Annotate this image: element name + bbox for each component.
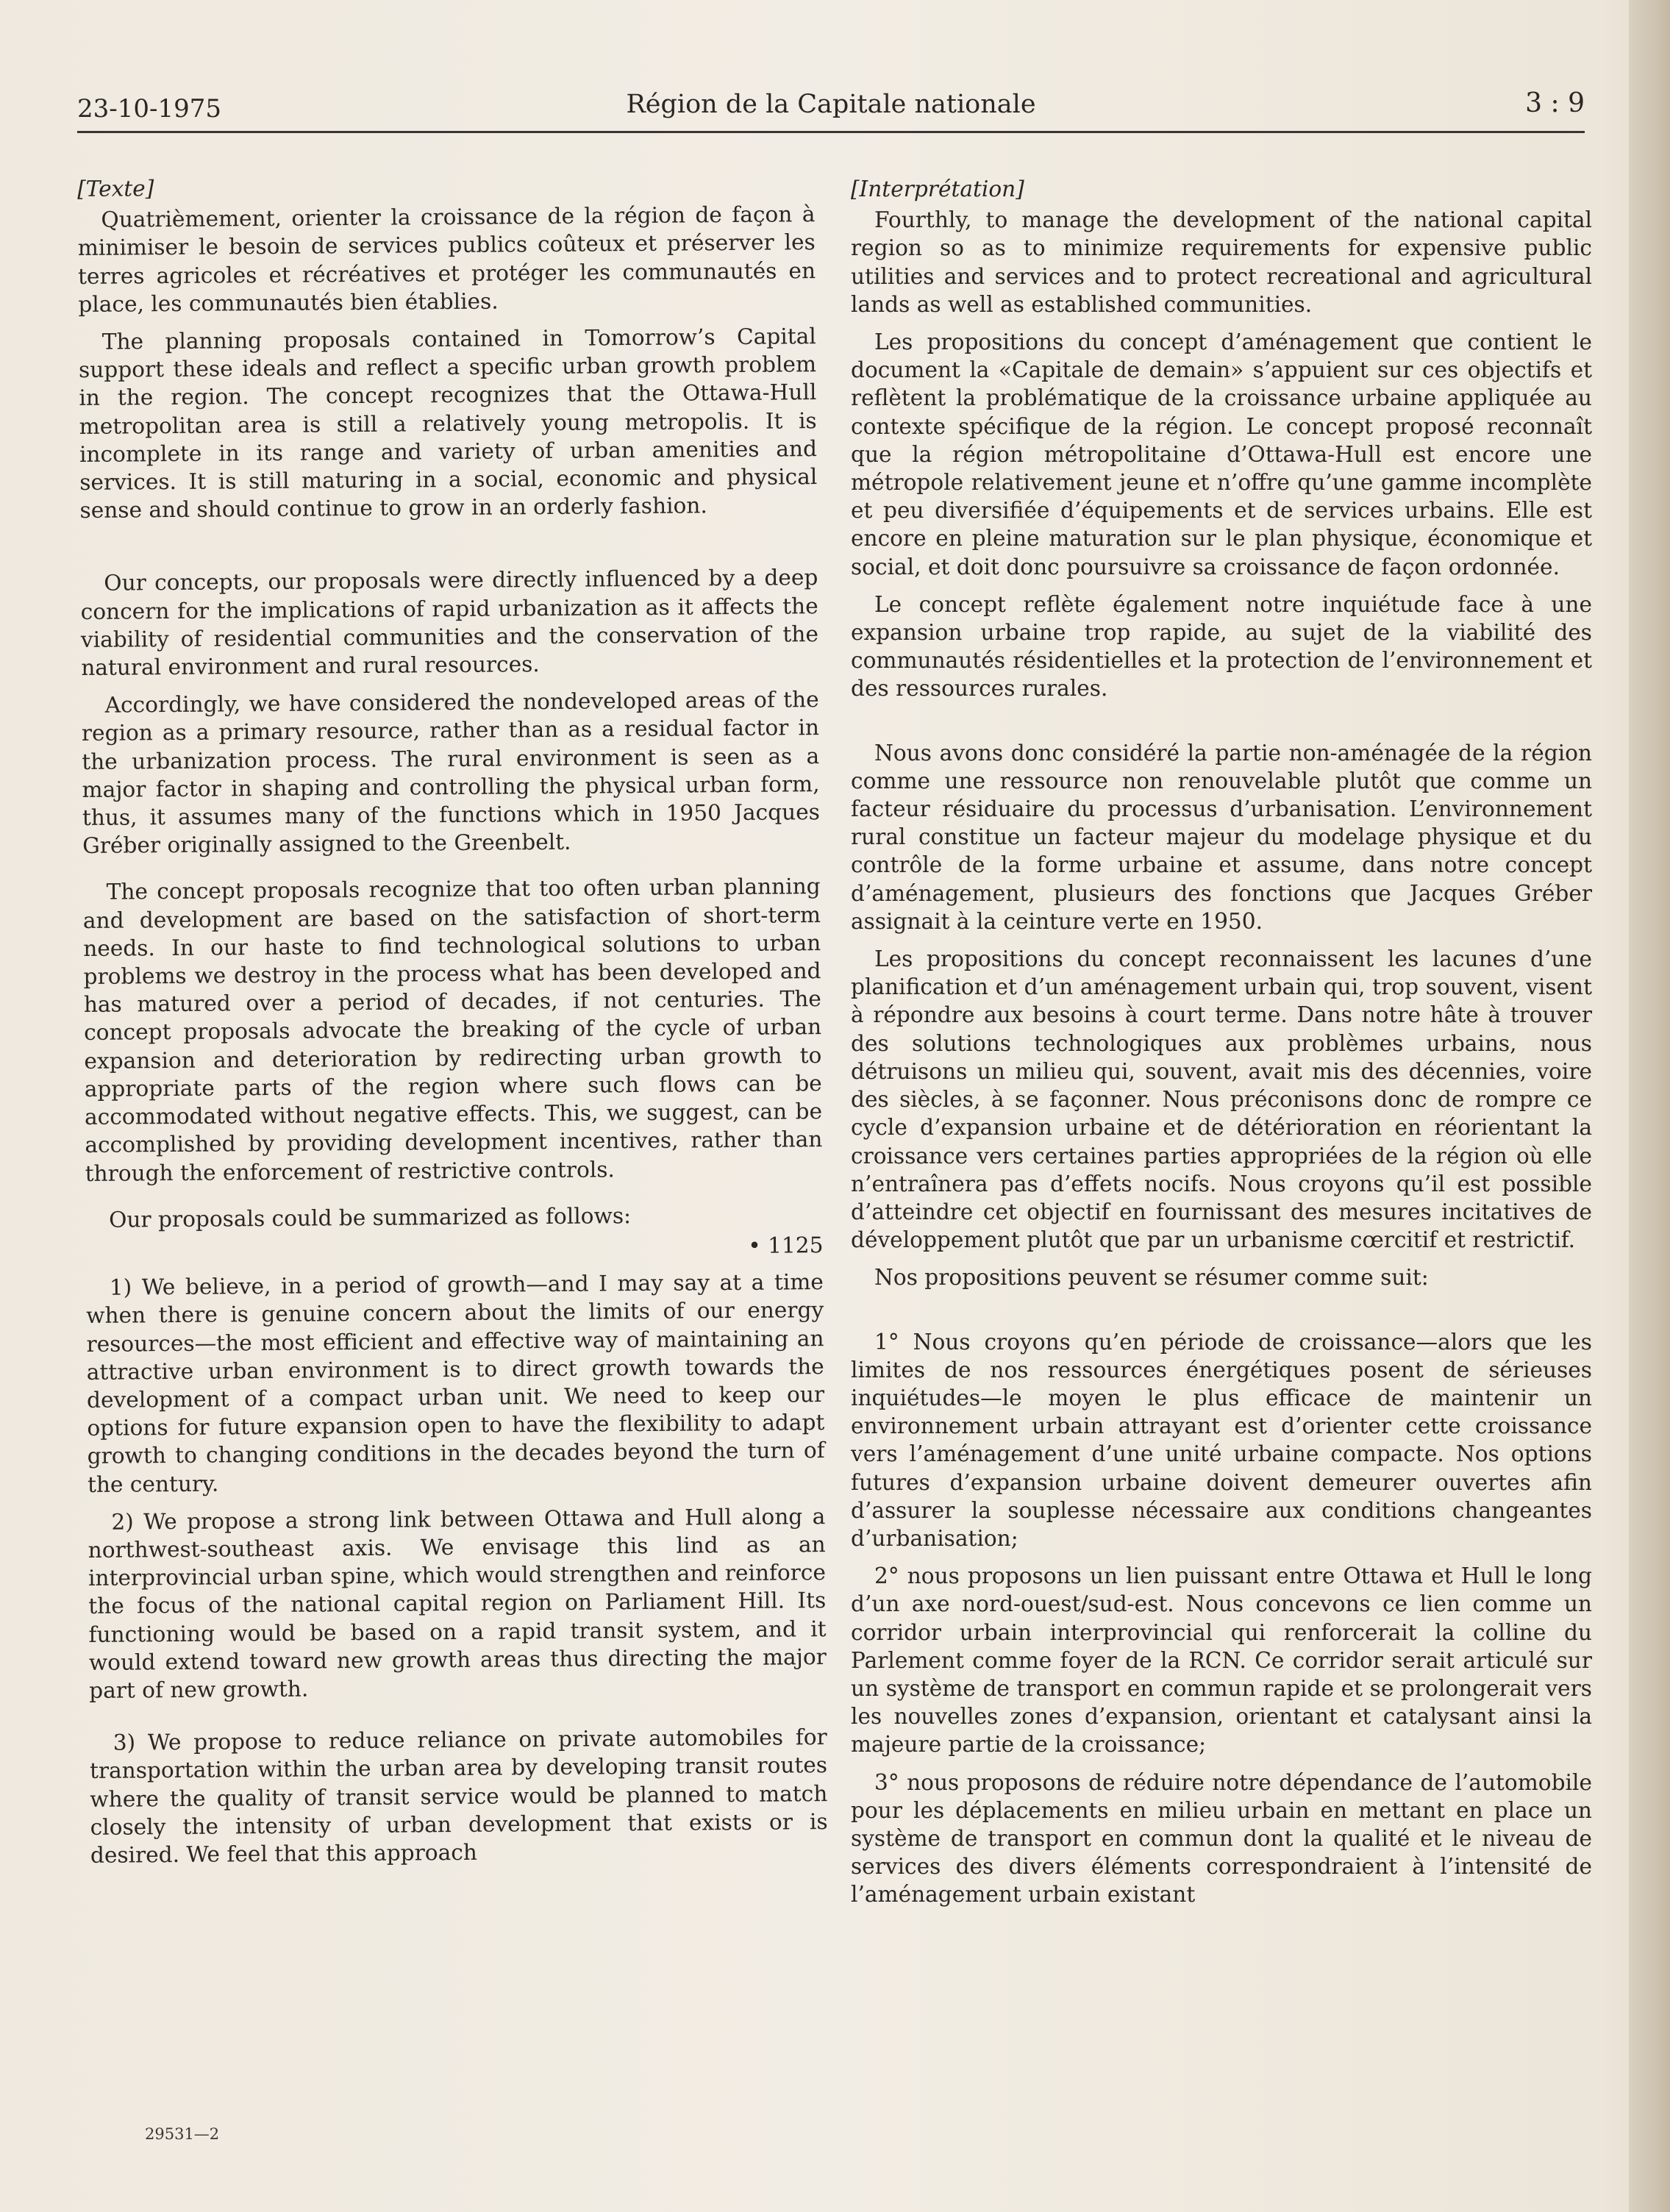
paragraph: The concept proposals recognize that too often urban planning and development are based on the satisfaction of short-term needs. In our haste to find technological solutions to urban problems we destroy in the process what has been developed and has matured over a period of decades, if not centuries. The concept proposals advocate the breaking of the cycle of urban expansion and deterioration by redirecting urban growth to appropriate parts of the region where such flows can be accommodated without negative effects. This, we suggest, can be accomplished by providing development incentives, rather than through the enforcement of restrictive controls. [82, 874, 823, 1186]
paragraph: 2) We propose a strong link between Ottawa and Hull along a northwest-southeast axis. We envisage this lind as an interprovincial urban spine, which would strengthen and reinforce the focus of the national capital region on Parliament Hill. Its functioning would be based on a rapid transit system, and it would extend toward new growth areas thus directing the major part of new growth. [88, 1503, 827, 1703]
paragraph: Quatrièmement, orienter la croissance de la région de façon à minimiser le besoin de services publics coûteux et préserver les terres agricoles et récréatives et protéger les communautés en place, les communautés bien établies. [77, 201, 816, 317]
paragraph: Accordingly, we have considered the nondeveloped areas of the region as a primary resource, rather than as a residual factor in the urbanization process. The rural environment is seen as a major factor in shaping and controlling the physical urban form, thus, it assumes many of the functions which in 1950 Jacques Gréber originally assigned to the Greenbelt. [81, 687, 820, 859]
page-binding-edge [1629, 0, 1670, 2212]
paragraph: Fourthly, to manage the development of the national capital region so as to minimize requirements for expensive public utilities and services and to protect recreational and agricultural lands as well as established communities. [851, 207, 1592, 317]
right-column-label: [Interprétation] [851, 176, 1024, 201]
header-page-number: 3 : 9 [1525, 88, 1585, 118]
paragraph: Nos propositions peuvent se résumer comme suit: [874, 1265, 1429, 1291]
paragraph: 3) We propose to reduce reliance on private automobiles for transportation within the urban area by developing transit routes where the quality of transit service would be planned to match closely the intensity of urban development that exists or is desired. We feel that this approach [89, 1724, 828, 1868]
page-header [77, 85, 1585, 133]
header-date: 23-10-1975 [77, 94, 222, 124]
paragraph: Our concepts, our proposals were directly influenced by a deep concern for the implications of rapid urbanization as it affects the viability of residential communities and the conservation of the natural environment and rural resources. [80, 565, 819, 681]
header-title: Région de la Capitale nationale [626, 90, 1036, 119]
spacer [851, 1302, 1592, 1328]
time-stamp: • 1125 [748, 1232, 824, 1258]
paragraph: 2° nous proposons un lien puissant entre Ottawa et Hull le long d’un axe nord-ouest/sud-est. Nous concevons ce lien comme un corridor urbain interprovincial qui renforcerait la colline du Parlement comme foyer de la RCN. Ce corridor serait articulé sur un système de transport en commun rapide et se prolongerait vers les nouvelles zones d’expansion, orientant et catalysant ainsi la majeure partie de la croissance; [851, 1563, 1592, 1758]
paragraph: 1) We believe, in a period of growth—and I may say at a time when there is genuine concern about the limits of our energy resources—the most efficient and effective way of maintaining an attractive urban environment is to direct growth towards the development of a compact urban unit. We need to keep our options for future expansion open to have the flexibility to adapt growth to changing conditions in the decades beyond the turn of the century. [86, 1269, 825, 1497]
spacer [80, 529, 818, 570]
paragraph: Les propositions du concept reconnaissent les lacunes d’une planification et d’un aménagement urbain qui, trop souvent, visent à répondre aux besoins à court terme. Dans notre hâte à trouver des solutions technologiques aux problèmes urbains, nous détruisons un milieu qui, souvent, avait mis des décennies, voire des siècles, à se façonner. Nous préconisons donc de rompre ce cycle d’expansion urbaine et de détérioration en réorientant la croissance vers certaines parties appropriées de la région où elle n’entraînera pas d’effets nocifs. Nous croyons qu’il est possible d’atteindre cet objectif en fournissant des mesures incitatives de développement plutôt que par un urbanisme cœrcitif et restrictif. [851, 946, 1592, 1253]
paragraph: 1° Nous croyons qu’en période de croissance—alors que les limites de nos ressources énergétiques posent de sérieuses inquiétudes—le moyen le plus efficace de maintenir un environnement urbain attrayant est d’orienter cette croissance vers l’aménagement d’une unité urbaine compacte. Nos options futures d’expansion urbaine doivent demeurer ouvertes afin d’assurer la souplesse nécessaire aux conditions changeantes d’urbanisation; [851, 1329, 1592, 1551]
left-column-label: [Texte] [77, 176, 154, 201]
paragraph: Our proposals could be summarized as follows: [109, 1202, 632, 1232]
paragraph: 3° nous proposons de réduire notre dépendance de l’automobile pour les déplacements en milieu urbain en mettant en place un système de transport en commun dont la qualité et le niveau de services des divers éléments correspondraient à l’intensité de l’aménagement urbain existant [851, 1769, 1592, 1908]
footer-code: 29531—2 [145, 2125, 220, 2143]
spacer [851, 713, 1592, 739]
right-column-interpretation [851, 175, 1592, 1919]
paragraph: Les propositions du concept d’aménagement que contient le document la «Capitale de demain» s’appuient sur ces objectifs et reflètent la problématique de la croissance urbaine appliquée au contexte spécifique de la région. Le concept proposé reconnaît que la région métropolitaine d’Ottawa-Hull est encore une métropole relativement jeune et n’offre qu’une gamme incomplète et peu diversifiée d’équipements et de services urbains. Elle est encore en pleine maturation sur le plan physique, économique et social, et doit donc poursuivre sa croissance de façon ordonnée. [851, 329, 1592, 579]
paragraph: The planning proposals contained in Tomorrow’s Capital support these ideals and reflect a specific urban growth problem in the region. The concept recognizes that the Ottawa-Hull metropolitan area is still a relatively young metropolis. It is incomplete in its range and variety of urban amenities and services. It is still maturing in a social, economic and physical sense and should continue to grow in an orderly fashion. [78, 324, 818, 524]
paragraph: Nous avons donc considéré la partie non-aménagée de la région comme une ressource non renouvelable plutôt que comme un facteur résiduaire du processus d’urbanisation. L’environnement rural constitue un facteur majeur du modelage physique et du contrôle de la forme urbaine et assume, dans notre concept d’aménagement, plusieurs des fonctions que Jacques Gréber assignait à la ceinture verte en 1950. [851, 740, 1592, 934]
paragraph: Le concept reflète également notre inquiétude face à une expansion urbaine trop rapide, au sujet de la viabilité des communautés résidentielles et la protection de l’environnement et des ressources rurales. [851, 591, 1592, 702]
left-column-original-text [77, 169, 828, 1879]
